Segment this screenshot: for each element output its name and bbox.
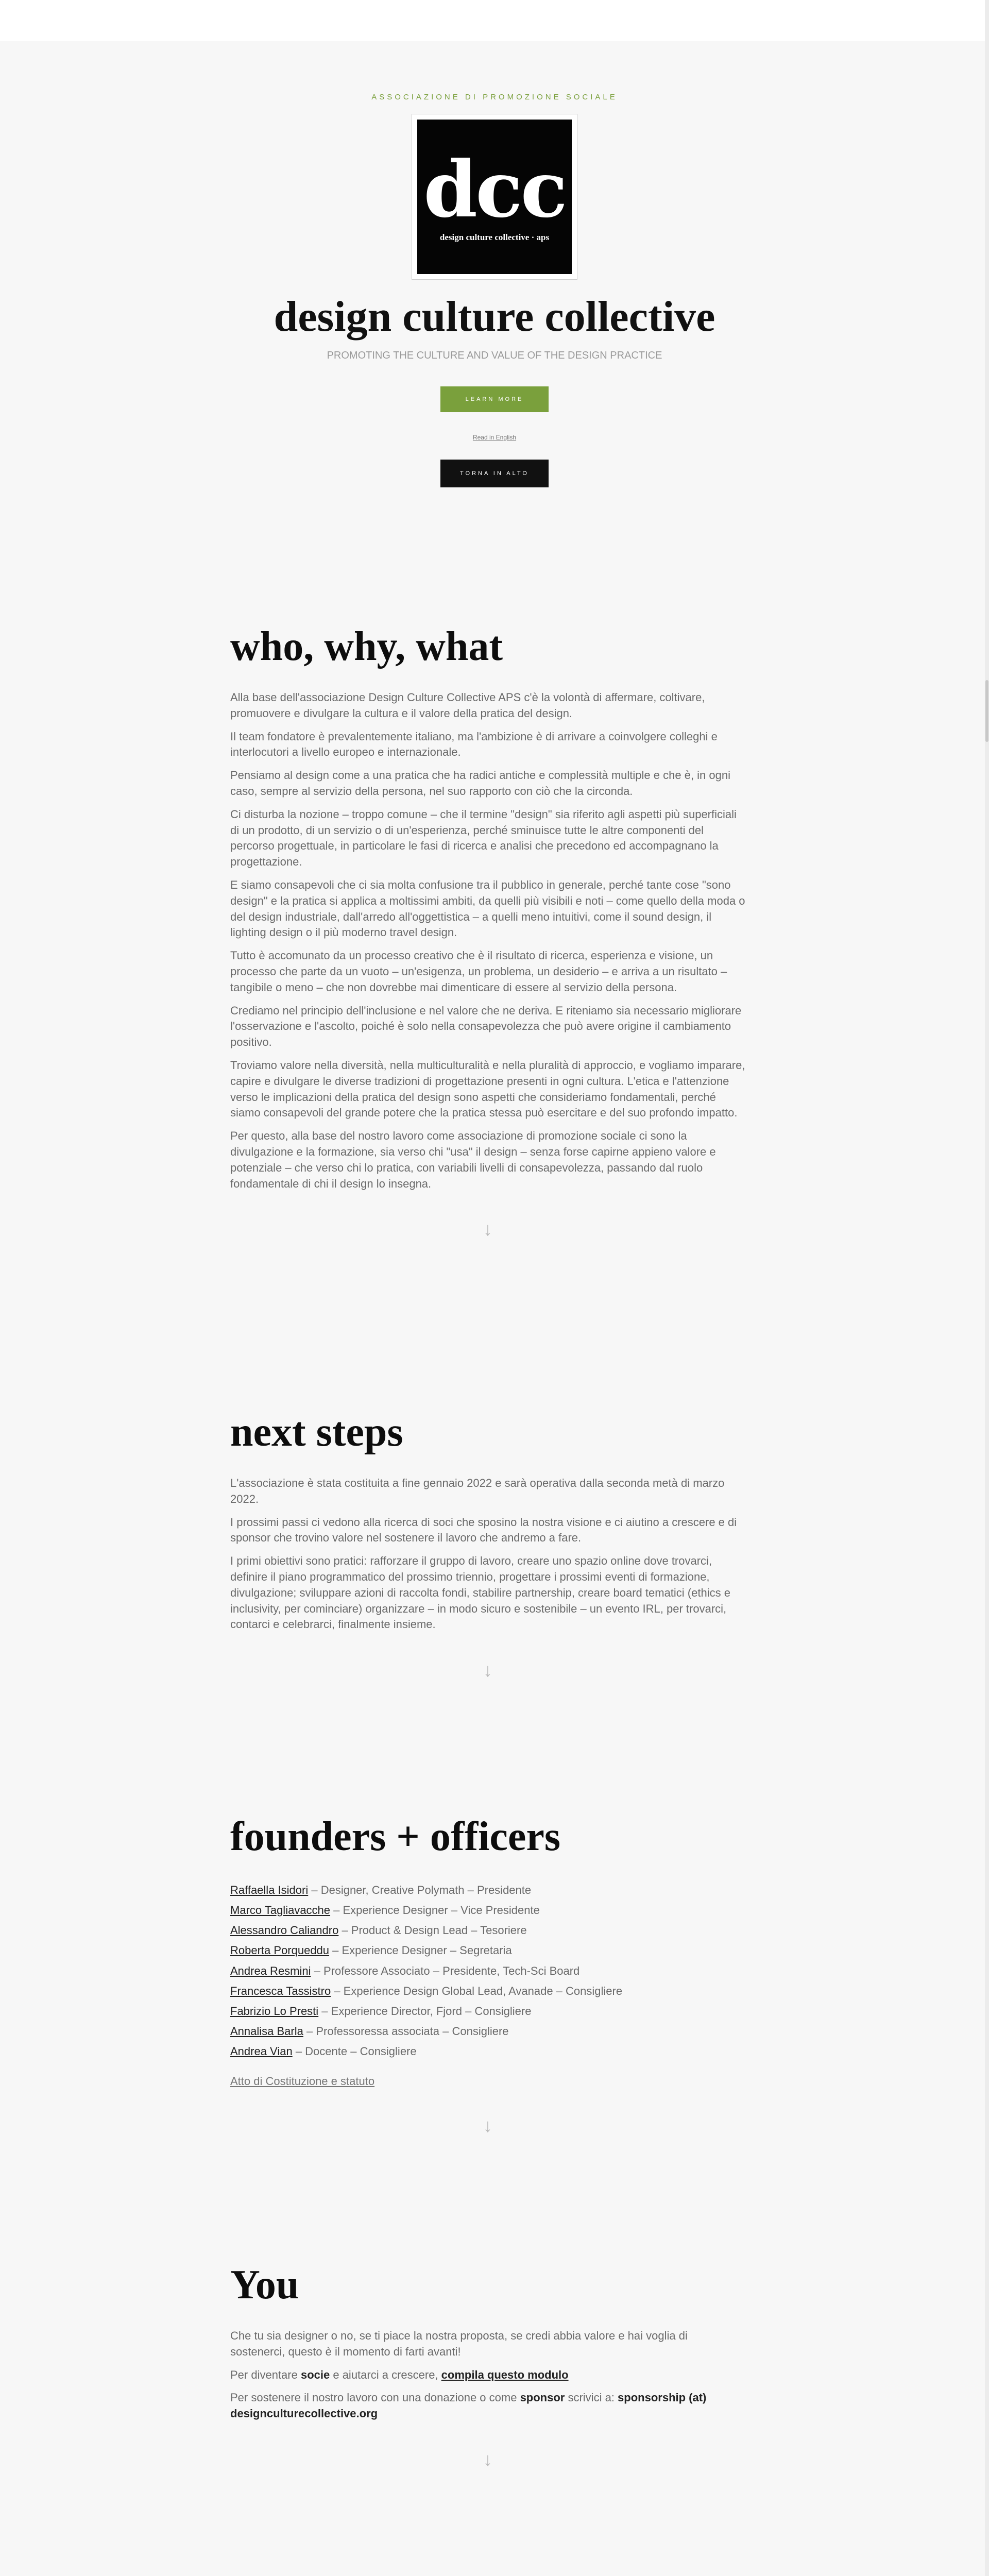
learn-more-button[interactable]: LEARN MORE bbox=[440, 386, 549, 412]
officers-list bbox=[230, 1880, 745, 2061]
logo-subtitle: design culture collective · aps bbox=[439, 232, 550, 242]
read-in-english-link[interactable]: Read in English bbox=[472, 434, 517, 442]
membership-form-link[interactable]: compila questo modulo bbox=[441, 2368, 569, 2381]
officer-role: – Professoressa associata – Consigliere bbox=[303, 2025, 509, 2038]
officer-item bbox=[230, 2001, 745, 2021]
who-paragraph: Il team fondatore è prevalentemente italiano, ma l'ambizione è di arrivare a coinvolgere colleghi e interlocutori a livello europeo e internazionale. bbox=[230, 730, 718, 759]
text-span: e aiutarci a crescere, bbox=[330, 2368, 441, 2381]
text-span: Per diventare bbox=[230, 2368, 301, 2381]
tagline: PROMOTING THE CULTURE AND VALUE OF THE DESIGN PRACTICE bbox=[327, 350, 662, 362]
section-who-why-what bbox=[230, 626, 745, 1240]
logo-mark: dcc bbox=[423, 144, 566, 235]
section-title: next steps bbox=[230, 1410, 403, 1455]
arrow-down-icon[interactable]: ↓ bbox=[483, 2115, 492, 2137]
section-title: who, why, what bbox=[230, 624, 503, 669]
back-to-top-button[interactable]: TORNA IN ALTO bbox=[440, 460, 549, 487]
officer-name-link[interactable]: Annalisa Barla bbox=[230, 2025, 303, 2038]
who-paragraph: Alla base dell'associazione Design Culture Collective APS c'è la volontà di affermare, coltivare, promuovere e divulgare la cultura e il valore della pratica del design. bbox=[230, 691, 705, 720]
you-paragraph-sponsor bbox=[230, 2390, 745, 2422]
text-span: Per sostenere il nostro lavoro con una donazione o come bbox=[230, 2391, 520, 2404]
officer-role: – Docente – Consigliere bbox=[292, 2045, 417, 2058]
officer-item bbox=[230, 2041, 745, 2061]
dcc-logo bbox=[417, 120, 572, 274]
next-paragraph: I prossimi passi ci vedono alla ricerca di soci che sposino la nostra visione e ci aiutino a crescere e di sponsor che trovino valore nel sostenere il lavoro che andremo a fare. bbox=[230, 1515, 737, 1545]
officer-name-link[interactable]: Roberta Porqueddu bbox=[230, 1944, 330, 1957]
section-title: founders + officers bbox=[230, 1814, 561, 1859]
officer-item bbox=[230, 1981, 745, 2001]
text-span: scrivici a: bbox=[565, 2391, 618, 2404]
hero bbox=[0, 93, 989, 487]
section-title: You bbox=[230, 2262, 299, 2308]
officer-role: – Experience Design Global Lead, Avanade – Consigliere bbox=[331, 1984, 623, 1997]
who-paragraph: Troviamo valore nella diversità, nella multiculturalità e nella pluralità di approccio, e vogliamo imparare, capire e divulgare le diverse tradizioni di progettazione presenti in ogni cultura. L'etica e l'attenzione verso le implicazioni della pratica del design sono aspetti che consideriamo fondamentali, perché siamo consapevoli del grande potere che la pratica stessa può esercitare e del suo profondo impatto. bbox=[230, 1058, 745, 1120]
who-paragraph: Tutto è accomunato da un processo creativo che è il risultato di ricerca, esperienza e visione, un processo che parte da un vuoto – un'esigenza, un problema, un desiderio – e arriva a un risultato – tangibile o meno – che non dovrebbe mai dimenticare di essere al servizio della persona. bbox=[230, 949, 727, 994]
officer-item bbox=[230, 1920, 745, 1940]
officer-name-link[interactable]: Andrea Resmini bbox=[230, 1964, 311, 1977]
association-label: ASSOCIAZIONE DI PROMOZIONE SOCIALE bbox=[371, 93, 618, 101]
next-paragraph: I primi obiettivi sono pratici: rafforzare il gruppo di lavoro, creare uno spazio online dove trovarci, definire il piano programmatico del prossimo triennio, progettare i prossimi eventi di formazione, divulgazione; sviluppare azioni di raccolta fondi, stabilire partnership, creare board tematici (ethics e inclusivity, per cominciare) organizzare – in modo sicuro e sostenibile – un evento IRL, per trovarci, contarci e celebrarci, finalmente insieme. bbox=[230, 1554, 730, 1631]
officer-item bbox=[230, 1961, 745, 1981]
officer-name-link[interactable]: Marco Tagliavacche bbox=[230, 1904, 331, 1917]
officer-role: – Experience Director, Fjord – Consigliere bbox=[318, 2004, 532, 2018]
text-bold: socie bbox=[300, 2368, 330, 2381]
officer-role: – Product & Design Lead – Tesoriere bbox=[338, 1924, 527, 1937]
officer-role: – Experience Designer – Segretaria bbox=[329, 1944, 512, 1957]
text-bold: sponsor bbox=[520, 2391, 565, 2404]
who-paragraph: Pensiamo al design come a una pratica che ha radici antiche e complessità multiple e che è, in ogni caso, sempre al servizio della persona, nel suo rapporto con ciò che la circonda. bbox=[230, 769, 730, 798]
who-paragraph: Crediamo nel principio dell'inclusione e nel valore che ne deriva. E riteniamo sia necessario migliorare l'osservazione e l'ascolto, poiché è solo nella consapevolezza che può avere origine il cambiamento positivo. bbox=[230, 1004, 742, 1049]
section-next-steps bbox=[230, 1412, 745, 1681]
officer-name-link[interactable]: Alessandro Caliandro bbox=[230, 1924, 339, 1937]
you-paragraph: Che tu sia designer o no, se ti piace la nostra proposta, se credi abbia valore e hai voglia di sostenerci, questo è il momento di farti avanti! bbox=[230, 2329, 688, 2358]
section-you bbox=[230, 2264, 745, 2470]
officer-role: – Professore Associato – Presidente, Tech-Sci Board bbox=[311, 1964, 580, 1977]
section-founders bbox=[230, 1816, 745, 2137]
arrow-down-icon[interactable]: ↓ bbox=[483, 1659, 492, 1681]
officer-name-link[interactable]: Andrea Vian bbox=[230, 2045, 293, 2058]
officer-item bbox=[230, 1900, 745, 1920]
statuto-link[interactable]: Atto di Costituzione e statuto bbox=[230, 2075, 375, 2088]
arrow-down-icon[interactable]: ↓ bbox=[483, 1218, 492, 1240]
top-strip bbox=[0, 0, 989, 41]
officer-name-link[interactable]: Raffaella Isidori bbox=[230, 1884, 309, 1896]
officer-item bbox=[230, 1940, 745, 1960]
officer-role: – Designer, Creative Polymath – Presidente bbox=[308, 1884, 532, 1896]
arrow-down-icon[interactable]: ↓ bbox=[483, 2448, 492, 2470]
site-title: design culture collective bbox=[274, 293, 715, 341]
officer-role: – Experience Designer – Vice Presidente bbox=[330, 1904, 540, 1917]
who-paragraph: Per questo, alla base del nostro lavoro come associazione di promozione sociale ci sono la divulgazione e la formazione, sia verso chi "usa" il design – senza forse capirne appieno valore e potenziale – che verso chi lo pratica, con variabili livelli di consapevolezza, passando dal ruolo fondamentale di chi il design lo insegna. bbox=[230, 1129, 716, 1190]
officer-name-link[interactable]: Francesca Tassistro bbox=[230, 1984, 331, 1997]
next-paragraph: L'associazione è stata costituita a fine gennaio 2022 e sarà operativa dalla seconda metà di marzo 2022. bbox=[230, 1477, 725, 1505]
who-paragraph: E siamo consapevoli che ci sia molta confusione tra il pubblico in generale, perché tante cose "sono design" e la pratica si applica a moltissimi ambiti, da quelli più visibili e noti – come quello della moda o del design industriale, dall'arredo all'oggettistica – a quelli meno intuitivi, come il sound design, il lighting design o il più moderno travel design. bbox=[230, 878, 745, 939]
sponsorship-email[interactable]: sponsorship (at) designculturecollective.org bbox=[230, 2391, 707, 2420]
officer-name-link[interactable]: Fabrizio Lo Presti bbox=[230, 2004, 319, 2018]
officer-item bbox=[230, 1880, 745, 1900]
officer-item bbox=[230, 2021, 745, 2041]
you-paragraph-membership bbox=[230, 2367, 745, 2383]
logo-frame bbox=[412, 114, 577, 280]
scrollbar-thumb[interactable] bbox=[985, 680, 988, 742]
who-paragraph: Ci disturba la nozione – troppo comune – che il termine "design" sia riferito agli aspetti più superficiali di un prodotto, di un servizio o di un'esperienza, perché sminuisce tutte le altre componenti del percorso progettuale, in particolare le fasi di ricerca e analisi che precedono ed accompagnano la progettazione. bbox=[230, 807, 737, 869]
